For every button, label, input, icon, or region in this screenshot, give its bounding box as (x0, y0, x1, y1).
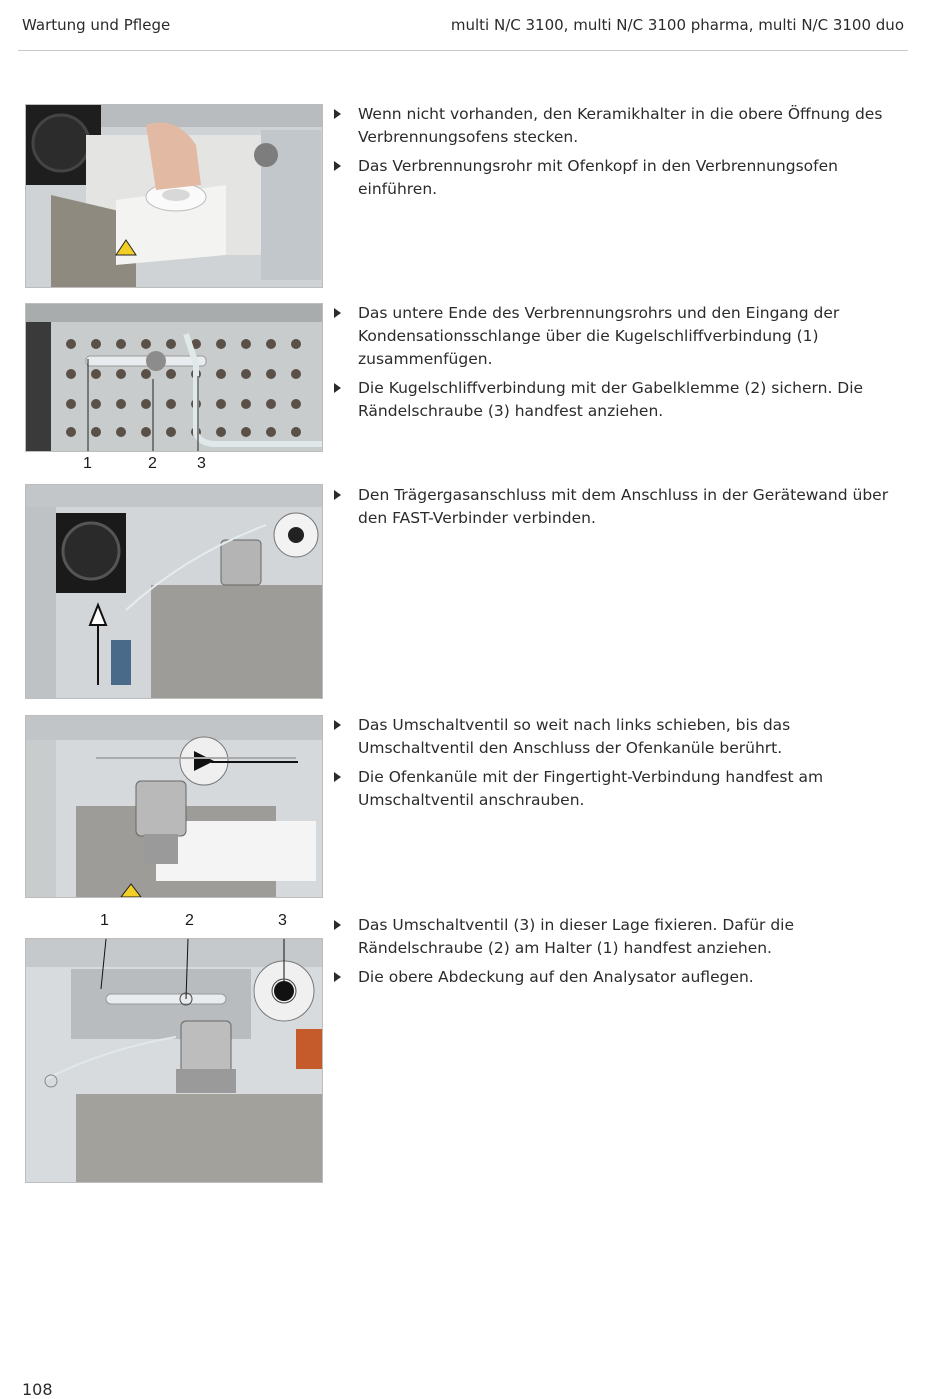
callout-number: 3 (197, 455, 206, 472)
callout-number: 3 (278, 912, 287, 929)
instruction-step: Das untere Ende des Verbrennungsrohrs und den Eingang der Kondensationsschlange über die Kugelschliffverbindung (1) zusammenfügen. (332, 302, 907, 371)
instruction-step: Die obere Abdeckung auf den Analysator auflegen. (332, 966, 907, 989)
callout-number: 2 (185, 912, 194, 929)
instruction-list-1 (332, 103, 907, 207)
photo-switching-valve (25, 715, 323, 898)
instruction-list-2 (332, 302, 907, 429)
bullet-arrow-icon (334, 308, 341, 318)
instruction-step: Die Ofenkanüle mit der Fingertight-Verbindung handfest am Umschaltventil anschrauben. (332, 766, 907, 812)
callout-number: 1 (83, 455, 92, 472)
bullet-arrow-icon (334, 109, 341, 119)
callout-number: 1 (100, 912, 109, 929)
photo-knurled-screw-fixation (25, 938, 323, 1183)
bullet-arrow-icon (334, 720, 341, 730)
instruction-list-4 (332, 714, 907, 818)
instruction-step: Das Verbrennungsrohr mit Ofenkopf in den Verbrennungsofen einführen. (332, 155, 907, 201)
callout-labels-2 (25, 455, 321, 475)
photo-carrier-gas-connection (25, 484, 323, 699)
bullet-arrow-icon (334, 161, 341, 171)
instruction-step: Das Umschaltventil (3) in dieser Lage fixieren. Dafür die Rändelschraube (2) am Halter (1) handfest anziehen. (332, 914, 907, 960)
header-divider (18, 50, 908, 51)
instruction-step: Die Kugelschliffverbindung mit der Gabelklemme (2) sichern. Die Rändelschraube (3) handfest anziehen. (332, 377, 907, 423)
page-number: 108 (22, 1380, 53, 1399)
bullet-arrow-icon (334, 490, 341, 500)
bullet-arrow-icon (334, 972, 341, 982)
bullet-arrow-icon (334, 772, 341, 782)
callout-labels-5 (25, 912, 321, 932)
photo-ball-joint-connection (25, 303, 323, 452)
photo-ceramic-holder-insertion (25, 104, 323, 288)
instruction-step: Das Umschaltventil so weit nach links schieben, bis das Umschaltventil den Anschluss der Ofenkanüle berührt. (332, 714, 907, 760)
instruction-list-5 (332, 914, 907, 995)
running-header-section: Wartung und Pflege (22, 16, 171, 34)
instruction-step: Den Trägergasanschluss mit dem Anschluss in der Gerätewand über den FAST-Verbinder verbinden. (332, 484, 907, 530)
bullet-arrow-icon (334, 920, 341, 930)
running-header-product: multi N/C 3100, multi N/C 3100 pharma, multi N/C 3100 duo (450, 16, 904, 34)
instruction-step: Wenn nicht vorhanden, den Keramikhalter in die obere Öffnung des Verbrennungsofens stecken. (332, 103, 907, 149)
bullet-arrow-icon (334, 383, 341, 393)
instruction-list-3 (332, 484, 907, 536)
callout-number: 2 (148, 455, 157, 472)
